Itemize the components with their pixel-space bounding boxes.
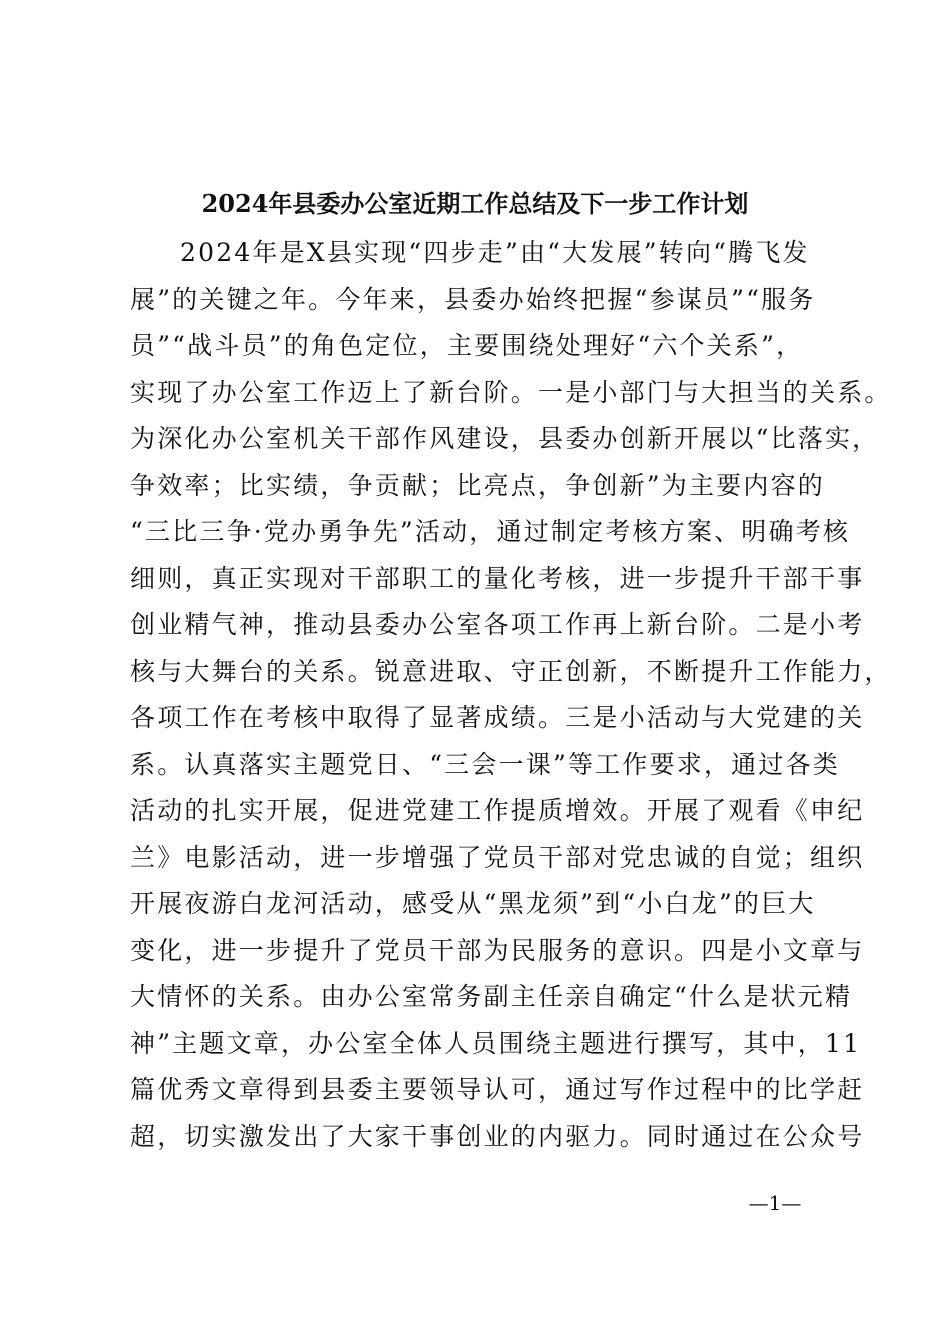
text-line: 实现了办公室工作迈上了新台阶。一是小部门与大担当的关系。 [130, 377, 892, 407]
text-line: 各项工作在考核中取得了显著成绩。三是小活动与大党建的关 [130, 703, 865, 732]
body-paragraph [130, 230, 892, 1160]
text-line: 活动的扎实开展，促进党建工作提质增效。开展了观看《申纪 [130, 796, 865, 825]
text-line: 大情怀的关系。由办公室常务副主任亲自确定“什么是状元精 [130, 982, 853, 1011]
text-line: 2024年是X县实现“四步走”由“大发展”转向“腾飞发 [180, 238, 810, 267]
text-line: 争效率；比实绩，争贡献；比亮点，争创新”为主要内容的 [130, 470, 825, 500]
text-line: 变化，进一步提升了党员干部为民服务的意识。四是小文章与 [130, 935, 865, 965]
text-line: 核与大舞台的关系。锐意进取、守正创新，不断提升工作能力， [130, 656, 892, 686]
page-number: —1— [748, 1191, 802, 1215]
text-line: 展”的关键之年。今年来，县委办始终把握“参谋员”“服务 [130, 284, 816, 314]
text-line: 开展夜游白龙河活动，感受从“黑龙须”到“小白龙”的巨大 [130, 889, 816, 918]
text-line: 兰》电影活动，进一步增强了党员干部对党忠诚的自觉；组织 [130, 842, 865, 872]
text-line: 细则，真正实现对干部职工的量化考核，进一步提升干部干事 [130, 563, 865, 593]
text-line: 神”主题文章，办公室全体人员围绕主题进行撰写，其中，11 [130, 1028, 862, 1058]
text-line: 系。认真落实主题党日、“三会一课”等工作要求，通过各类 [130, 749, 840, 779]
text-line: 员”“战斗员”的角色定位，主要围绕处理好“六个关系”， [130, 331, 804, 360]
text-line: 为深化办公室机关干部作风建设，县委办创新开展以“比落实， [130, 424, 880, 453]
document-title: 2024年县委办公室近期工作总结及下一步工作计划 [201, 189, 749, 218]
text-line: 创业精气神，推动县委办公室各项工作再上新台阶。二是小考 [130, 610, 865, 639]
text-line: 篇优秀文章得到县委主要领导认可，通过写作过程中的比学赶 [130, 1075, 865, 1104]
text-line: “三比三争·党办勇争先”活动，通过制定考核方案、明确考核 [130, 517, 851, 546]
text-line: 超，切实激发出了大家干事创业的内驱力。同时通过在公众号 [130, 1121, 865, 1151]
